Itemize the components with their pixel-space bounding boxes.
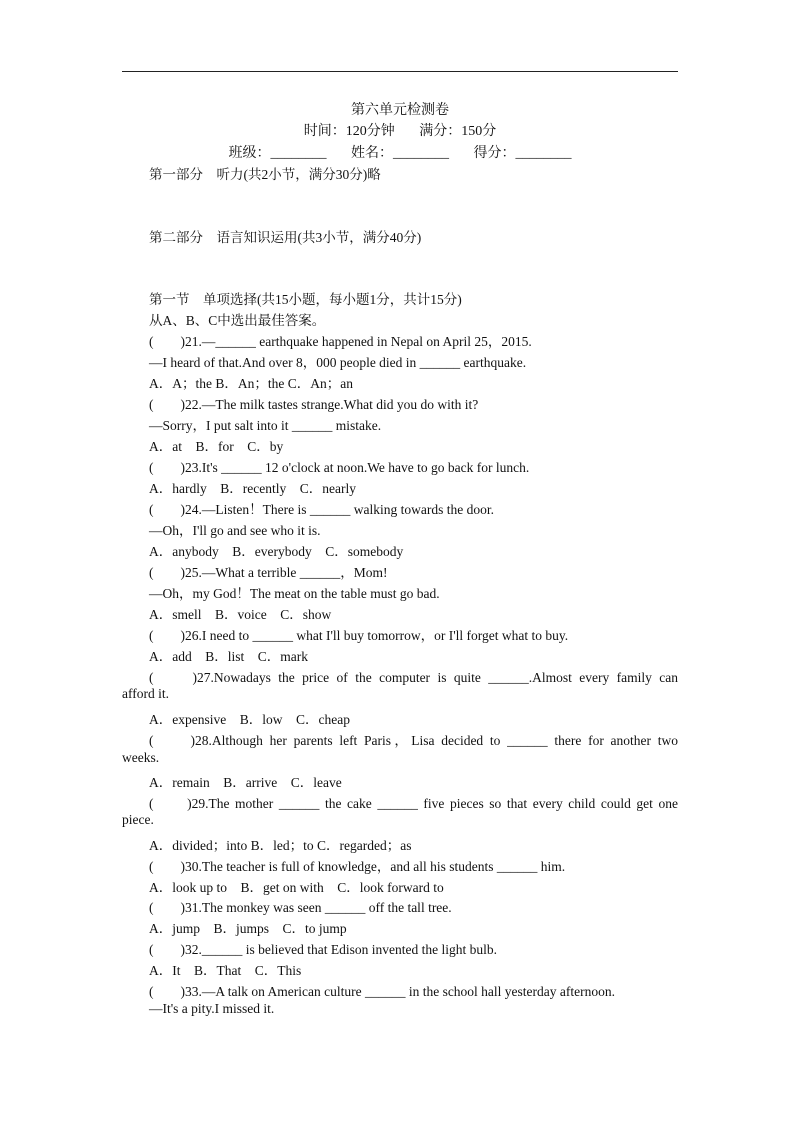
question-22: ( )22.—The milk tastes strange.What did you do with it? [149, 397, 479, 412]
section1-heading: 第一节 单项选择(共15小题，每小题1分，共计15分) [149, 292, 462, 307]
question-29-options: A．divided；into B．led；to C．regarded；as [149, 838, 412, 853]
question-31: ( )31.The monkey was seen ______ off the tall tree. [149, 900, 452, 915]
question-27-options: A．expensive B．low C．cheap [149, 712, 350, 727]
question-28-continued: weeks. [122, 750, 160, 765]
question-32: ( )32.______ is believed that Edison invented the light bulb. [149, 942, 497, 957]
question-32-options: A．It B．That C．This [149, 963, 302, 978]
instruction: 从A、B、C中选出最佳答案。 [149, 313, 326, 328]
question-28: ( )28.Although her parents left Paris，Lisa decided to ______ there for another two [149, 733, 678, 748]
question-25-options: A．smell B．voice C．show [149, 607, 332, 622]
question-24-options: A．anybody B．everybody C．somebody [149, 544, 404, 559]
question-25: ( )25.—What a terrible ______，Mom! [149, 565, 388, 580]
question-23: ( )23.It's ______ 12 o'clock at noon.We have to go back for lunch. [149, 460, 530, 475]
question-27: ( )27.Nowadays the price of the computer is quite ______.Almost every family can [149, 670, 678, 685]
question-21: ( )21.—______ earthquake happened in Nepal on April 25，2015. [149, 334, 532, 349]
question-21-reply: —I heard of that.And over 8，000 people died in ______ earthquake. [149, 355, 527, 370]
question-30-options: A．look up to B．get on with C．look forward to [149, 880, 444, 895]
question-29: ( )29.The mother ______ the cake ______ five pieces so that every child could get one [149, 796, 678, 811]
exam-title: 第六单元检测卷 [351, 103, 449, 118]
question-21-options: A．A；the B．An；the C．An；an [149, 376, 353, 391]
question-23-options: A．hardly B．recently C．nearly [149, 481, 356, 496]
part2-heading: 第二部分 语言知识运用(共3小节，满分40分) [149, 230, 422, 245]
question-31-options: A．jump B．jumps C．to jump [149, 921, 347, 936]
question-22-reply: —Sorry，I put salt into it ______ mistake. [149, 418, 382, 433]
time-score-line: 时间：120分钟 满分：150分 [303, 124, 497, 139]
part1-heading: 第一部分 听力(共2小节，满分30分)略 [149, 167, 381, 182]
question-29-continued: piece. [122, 812, 154, 827]
header-rule [122, 71, 678, 72]
question-30: ( )30.The teacher is full of knowledge，and all his students ______ him. [149, 859, 566, 874]
student-info-line: 班级：________ 姓名：________ 得分：________ [228, 146, 572, 161]
question-24-reply: —Oh，I'll go and see who it is. [149, 523, 321, 538]
question-22-options: A．at B．for C．by [149, 439, 284, 454]
question-25-reply: —Oh，my God！The meat on the table must go bad. [149, 586, 440, 601]
question-26: ( )26.I need to ______ what I'll buy tomorrow，or I'll forget what to buy. [149, 628, 569, 643]
question-27-continued: afford it. [122, 686, 169, 701]
question-33: ( )33.—A talk on American culture ______ in the school hall yesterday afternoon. [149, 984, 616, 999]
question-24: ( )24.—Listen！There is ______ walking towards the door. [149, 502, 494, 517]
question-26-options: A．add B．list C．mark [149, 649, 308, 664]
question-28-options: A．remain B．arrive C．leave [149, 775, 342, 790]
question-33-reply: —It's a pity.I missed it. [149, 1001, 275, 1016]
